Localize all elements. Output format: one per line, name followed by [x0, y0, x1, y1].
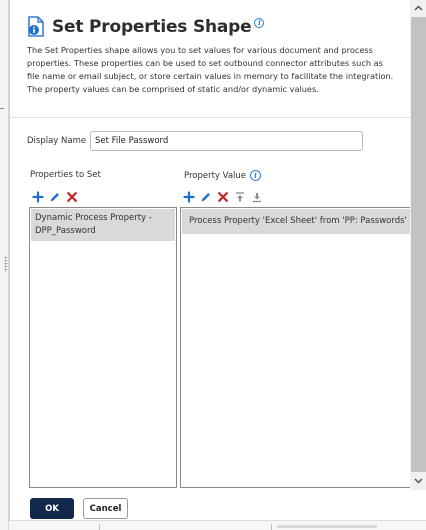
list-item[interactable]: Dynamic Process Property - DPP_Password — [31, 209, 175, 241]
resize-grip[interactable] — [4, 256, 8, 272]
info-icon[interactable]: i — [254, 18, 264, 28]
property-value-list[interactable] — [180, 207, 410, 488]
ok-button[interactable]: OK — [30, 498, 74, 519]
display-name-input[interactable] — [90, 131, 363, 151]
pencil-icon[interactable] — [49, 191, 61, 203]
chevron-up-icon[interactable] — [414, 4, 423, 13]
dialog-title: Set Properties Shape — [52, 17, 252, 37]
pencil-icon[interactable] — [200, 191, 212, 203]
chevron-down-icon[interactable] — [414, 476, 423, 485]
properties-list[interactable] — [29, 207, 177, 488]
x-icon[interactable] — [217, 191, 229, 203]
vertical-scrollbar[interactable] — [410, 0, 426, 490]
plus-icon[interactable] — [32, 191, 44, 203]
x-icon[interactable] — [66, 191, 78, 203]
background-tick — [271, 524, 272, 530]
plus-icon[interactable] — [183, 191, 195, 203]
divider — [10, 117, 410, 118]
dialog-content — [10, 0, 410, 490]
background-app-bottom — [9, 520, 426, 530]
properties-to-set-label: Properties to Set — [30, 170, 101, 180]
dialog-header — [26, 16, 264, 38]
display-name-label: Display Name — [27, 136, 87, 146]
dialog-footer — [10, 490, 426, 520]
background-tick — [99, 524, 100, 530]
background-text-placeholder — [277, 525, 377, 528]
property-value-toolbar — [183, 191, 263, 203]
document-shape-icon — [26, 16, 46, 38]
set-properties-dialog — [9, 0, 426, 520]
property-value-label: Property Value — [184, 170, 247, 181]
background-app-edge — [0, 0, 9, 530]
property-value-header — [184, 170, 261, 181]
background-dash — [0, 108, 4, 109]
properties-toolbar — [32, 191, 78, 203]
move-down-icon[interactable] — [251, 191, 263, 203]
list-item[interactable]: Process Property 'Excel Sheet' from 'PP: Passwords' — [182, 209, 410, 234]
info-icon[interactable]: i — [250, 170, 261, 181]
cancel-button[interactable]: Cancel — [83, 498, 128, 519]
dialog-description: The Set Properties shape allows you to set values for various document and process properties. These properties can be used to set outbound connector attributes such as file name or email subject, or store certain values in memory to facilitate the integration. The property values can be comprised of static and/or dynamic values. — [27, 45, 394, 94]
move-up-icon[interactable] — [234, 191, 246, 203]
scrollbar-thumb[interactable] — [411, 17, 426, 472]
